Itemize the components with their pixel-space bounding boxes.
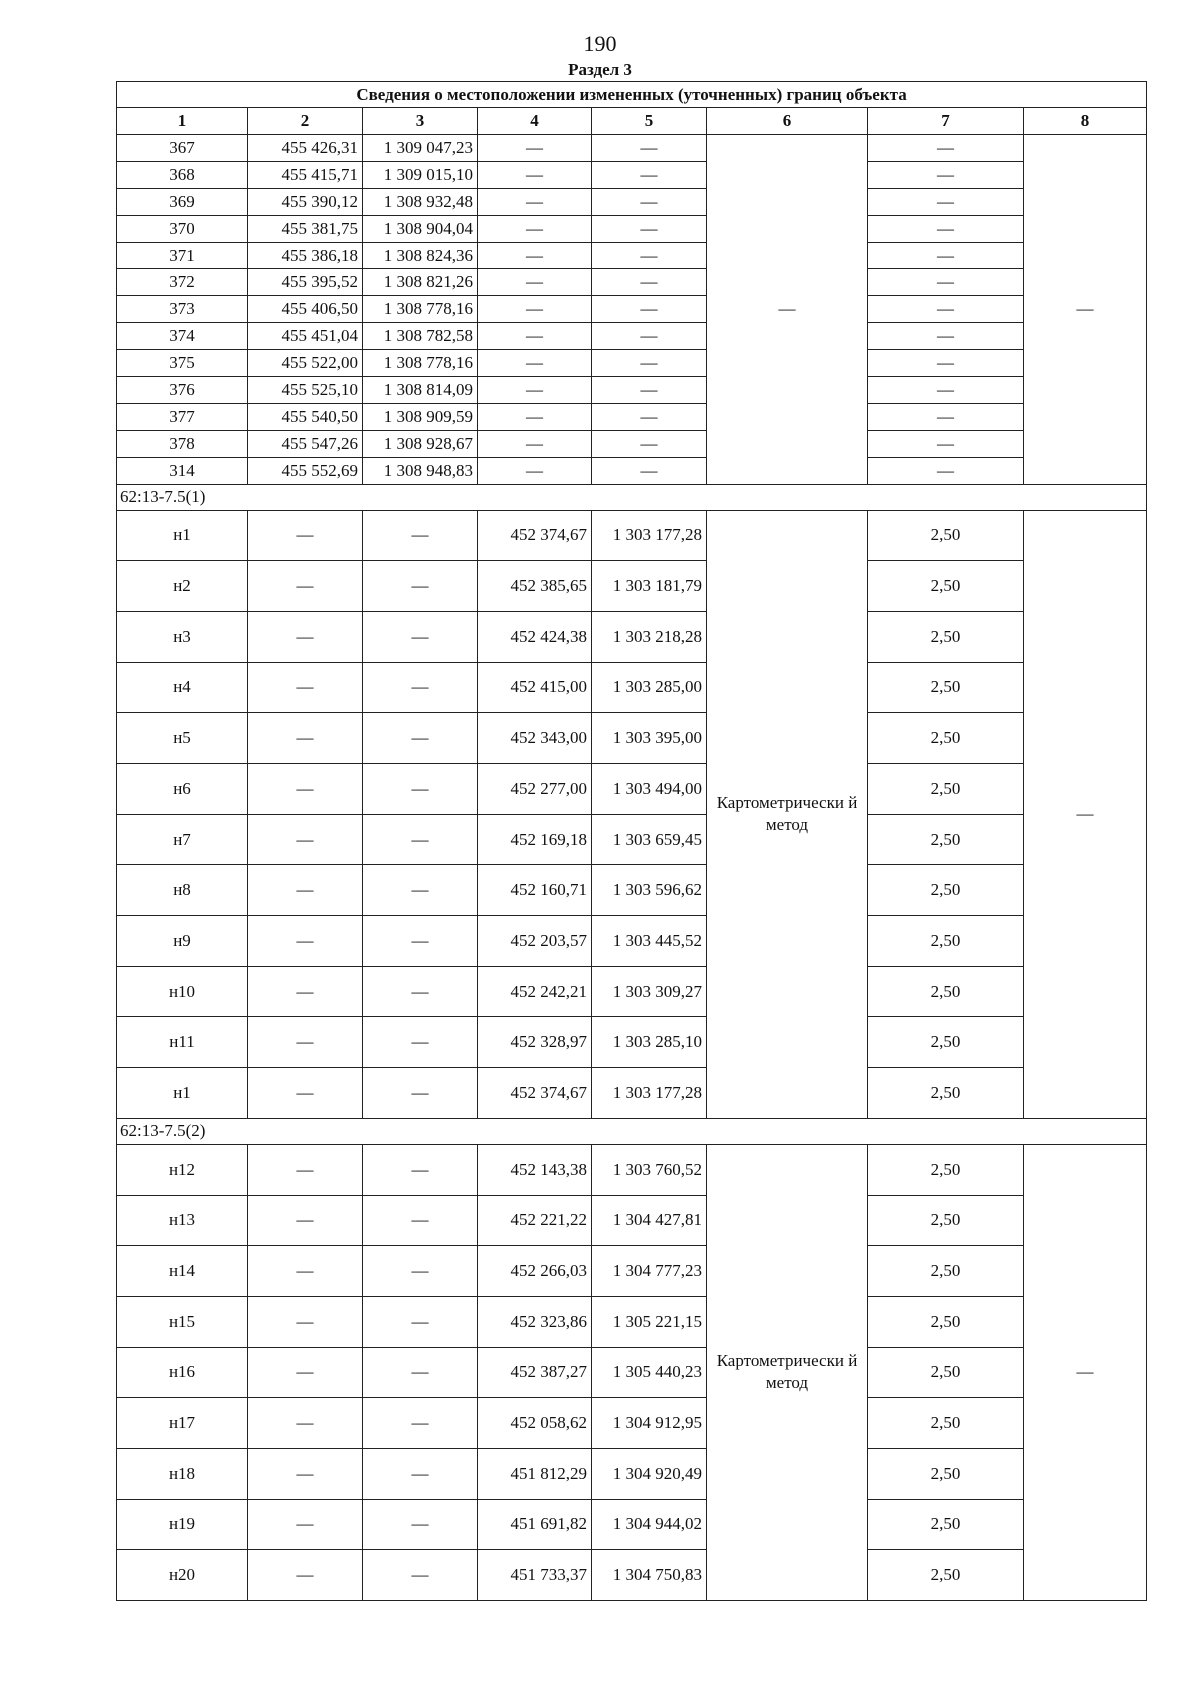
point-number: 367	[117, 135, 248, 162]
new-y: —	[592, 135, 707, 162]
point-number: н5	[117, 713, 248, 764]
column-number: 6	[707, 108, 868, 135]
new-x: 452 374,67	[478, 510, 592, 561]
existing-x: 455 426,31	[248, 135, 363, 162]
table-row	[117, 377, 1147, 404]
new-x: 451 691,82	[478, 1499, 592, 1550]
table-row	[117, 457, 1147, 484]
new-x: —	[478, 457, 592, 484]
accuracy-value: 2,50	[868, 713, 1024, 764]
existing-x: —	[248, 662, 363, 713]
point-number: н11	[117, 1017, 248, 1068]
column-number: 3	[363, 108, 478, 135]
new-x: 452 058,62	[478, 1398, 592, 1449]
point-number: н14	[117, 1246, 248, 1297]
new-x: 452 328,97	[478, 1017, 592, 1068]
existing-x: 455 406,50	[248, 296, 363, 323]
table-row	[117, 1017, 1147, 1068]
existing-y: —	[363, 1017, 478, 1068]
point-number: 378	[117, 430, 248, 457]
existing-x: —	[248, 1144, 363, 1195]
new-x: 452 160,71	[478, 865, 592, 916]
point-number: н1	[117, 510, 248, 561]
existing-x: —	[248, 916, 363, 967]
cadastral-group-label: 62:13-7.5(1)	[117, 484, 1147, 510]
table-row	[117, 1448, 1147, 1499]
new-y: 1 304 912,95	[592, 1398, 707, 1449]
new-y: 1 303 309,27	[592, 966, 707, 1017]
table-row	[117, 814, 1147, 865]
new-x: 452 343,00	[478, 713, 592, 764]
new-y: 1 303 596,62	[592, 865, 707, 916]
new-x: 452 415,00	[478, 662, 592, 713]
new-x: —	[478, 296, 592, 323]
column-number: 7	[868, 108, 1024, 135]
accuracy-value: 2,50	[868, 1499, 1024, 1550]
existing-x: —	[248, 1347, 363, 1398]
accuracy-value: 2,50	[868, 1448, 1024, 1499]
new-x: —	[478, 350, 592, 377]
point-number: н17	[117, 1398, 248, 1449]
existing-x: —	[248, 764, 363, 815]
accuracy-value: —	[868, 242, 1024, 269]
accuracy-value: —	[868, 403, 1024, 430]
new-x: —	[478, 377, 592, 404]
table-row	[117, 1550, 1147, 1601]
existing-x: —	[248, 865, 363, 916]
point-number: 369	[117, 188, 248, 215]
table-row	[117, 296, 1147, 323]
existing-y: 1 308 824,36	[363, 242, 478, 269]
new-x: —	[478, 403, 592, 430]
group-row	[117, 1118, 1147, 1144]
table-row	[117, 161, 1147, 188]
accuracy-value: 2,50	[868, 1398, 1024, 1449]
existing-y: —	[363, 1398, 478, 1449]
table-row	[117, 350, 1147, 377]
new-y: 1 303 760,52	[592, 1144, 707, 1195]
existing-y: —	[363, 966, 478, 1017]
new-y: —	[592, 296, 707, 323]
new-x: —	[478, 323, 592, 350]
new-y: —	[592, 242, 707, 269]
new-x: —	[478, 242, 592, 269]
existing-y: —	[363, 561, 478, 612]
accuracy-value: —	[868, 215, 1024, 242]
accuracy-value: 2,50	[868, 865, 1024, 916]
existing-x: 455 386,18	[248, 242, 363, 269]
table-row	[117, 323, 1147, 350]
new-x: —	[478, 161, 592, 188]
new-x: 452 385,65	[478, 561, 592, 612]
existing-x: 455 415,71	[248, 161, 363, 188]
new-x: —	[478, 215, 592, 242]
existing-y: —	[363, 1347, 478, 1398]
existing-x: —	[248, 1068, 363, 1119]
existing-x: 455 451,04	[248, 323, 363, 350]
point-number: 370	[117, 215, 248, 242]
new-y: 1 303 181,79	[592, 561, 707, 612]
existing-x: —	[248, 561, 363, 612]
existing-y: 1 308 821,26	[363, 269, 478, 296]
new-y: —	[592, 403, 707, 430]
accuracy-value: 2,50	[868, 1144, 1024, 1195]
existing-x: —	[248, 1499, 363, 1550]
point-number: н9	[117, 916, 248, 967]
accuracy-value: —	[868, 457, 1024, 484]
point-number: н4	[117, 662, 248, 713]
new-y: —	[592, 377, 707, 404]
table-row	[117, 1195, 1147, 1246]
point-number: 372	[117, 269, 248, 296]
accuracy-value: 2,50	[868, 1550, 1024, 1601]
existing-x: —	[248, 510, 363, 561]
existing-y: —	[363, 1499, 478, 1550]
new-y: —	[592, 457, 707, 484]
accuracy-value: —	[868, 350, 1024, 377]
point-number: н20	[117, 1550, 248, 1601]
new-x: 452 203,57	[478, 916, 592, 967]
method-cell: Картометрически й метод	[707, 1144, 868, 1600]
point-number: н10	[117, 966, 248, 1017]
existing-y: 1 308 782,58	[363, 323, 478, 350]
new-x: 452 143,38	[478, 1144, 592, 1195]
point-number: 375	[117, 350, 248, 377]
boundary-coordinates-table	[116, 81, 1147, 1601]
table-row	[117, 561, 1147, 612]
new-y: 1 304 427,81	[592, 1195, 707, 1246]
accuracy-value: 2,50	[868, 764, 1024, 815]
table-row	[117, 764, 1147, 815]
new-x: —	[478, 269, 592, 296]
column-number: 4	[478, 108, 592, 135]
existing-x: 455 390,12	[248, 188, 363, 215]
accuracy-value: 2,50	[868, 1195, 1024, 1246]
column-number-row	[117, 108, 1147, 135]
point-number: н15	[117, 1296, 248, 1347]
accuracy-value: 2,50	[868, 510, 1024, 561]
existing-y: 1 308 904,04	[363, 215, 478, 242]
new-y: 1 304 750,83	[592, 1550, 707, 1601]
accuracy-value: —	[868, 430, 1024, 457]
point-number: 376	[117, 377, 248, 404]
new-y: 1 303 659,45	[592, 814, 707, 865]
table-row	[117, 1068, 1147, 1119]
existing-y: —	[363, 1195, 478, 1246]
new-y: —	[592, 161, 707, 188]
existing-y: 1 308 948,83	[363, 457, 478, 484]
existing-x: —	[248, 814, 363, 865]
existing-x: 455 540,50	[248, 403, 363, 430]
table-row	[117, 269, 1147, 296]
description-cell: —	[1024, 1144, 1147, 1600]
existing-y: —	[363, 662, 478, 713]
existing-y: —	[363, 764, 478, 815]
accuracy-value: 2,50	[868, 561, 1024, 612]
new-y: 1 303 395,00	[592, 713, 707, 764]
new-y: —	[592, 350, 707, 377]
new-y: 1 303 177,28	[592, 510, 707, 561]
existing-y: 1 308 778,16	[363, 296, 478, 323]
new-y: 1 304 920,49	[592, 1448, 707, 1499]
existing-x: —	[248, 1296, 363, 1347]
accuracy-value: 2,50	[868, 1296, 1024, 1347]
new-x: 452 374,67	[478, 1068, 592, 1119]
existing-x: —	[248, 1550, 363, 1601]
point-number: н13	[117, 1195, 248, 1246]
existing-x: 455 552,69	[248, 457, 363, 484]
new-x: 452 266,03	[478, 1246, 592, 1297]
new-x: —	[478, 135, 592, 162]
accuracy-value: —	[868, 296, 1024, 323]
new-x: —	[478, 430, 592, 457]
point-number: н7	[117, 814, 248, 865]
new-y: —	[592, 430, 707, 457]
table-row	[117, 188, 1147, 215]
accuracy-value: —	[868, 269, 1024, 296]
existing-y: —	[363, 1550, 478, 1601]
table-row	[117, 1347, 1147, 1398]
point-number: н12	[117, 1144, 248, 1195]
new-x: —	[478, 188, 592, 215]
existing-x: 455 381,75	[248, 215, 363, 242]
table-row	[117, 1398, 1147, 1449]
point-number: н18	[117, 1448, 248, 1499]
new-x: 452 387,27	[478, 1347, 592, 1398]
accuracy-value: 2,50	[868, 611, 1024, 662]
existing-x: 455 547,26	[248, 430, 363, 457]
cadastral-group-label: 62:13-7.5(2)	[117, 1118, 1147, 1144]
table-row	[117, 1246, 1147, 1297]
existing-y: —	[363, 611, 478, 662]
accuracy-value: —	[868, 188, 1024, 215]
new-x: 451 812,29	[478, 1448, 592, 1499]
column-number: 1	[117, 108, 248, 135]
accuracy-value: 2,50	[868, 966, 1024, 1017]
point-number: 377	[117, 403, 248, 430]
new-y: 1 303 177,28	[592, 1068, 707, 1119]
point-number: н1	[117, 1068, 248, 1119]
new-x: 452 323,86	[478, 1296, 592, 1347]
description-cell: —	[1024, 510, 1147, 1118]
new-y: 1 304 777,23	[592, 1246, 707, 1297]
existing-x: 455 522,00	[248, 350, 363, 377]
existing-y: 1 308 932,48	[363, 188, 478, 215]
new-y: 1 305 440,23	[592, 1347, 707, 1398]
existing-y: 1 308 928,67	[363, 430, 478, 457]
page-number: 190	[583, 31, 617, 56]
accuracy-value: 2,50	[868, 1017, 1024, 1068]
point-number: 314	[117, 457, 248, 484]
table-row	[117, 430, 1147, 457]
point-number: 373	[117, 296, 248, 323]
point-number: 374	[117, 323, 248, 350]
existing-x: —	[248, 1195, 363, 1246]
point-number: н2	[117, 561, 248, 612]
column-number: 2	[248, 108, 363, 135]
table-row	[117, 662, 1147, 713]
existing-y: —	[363, 916, 478, 967]
group-row	[117, 484, 1147, 510]
existing-y: 1 308 814,09	[363, 377, 478, 404]
table-row	[117, 916, 1147, 967]
existing-y: —	[363, 1296, 478, 1347]
existing-y: —	[363, 510, 478, 561]
table-row	[117, 1144, 1147, 1195]
existing-x: —	[248, 966, 363, 1017]
existing-y: —	[363, 1068, 478, 1119]
table-row	[117, 1499, 1147, 1550]
existing-y: —	[363, 814, 478, 865]
accuracy-value: 2,50	[868, 1246, 1024, 1297]
existing-y: —	[363, 865, 478, 916]
point-number: н19	[117, 1499, 248, 1550]
accuracy-value: 2,50	[868, 1068, 1024, 1119]
new-x: 452 242,21	[478, 966, 592, 1017]
existing-y: 1 308 778,16	[363, 350, 478, 377]
existing-y: —	[363, 1144, 478, 1195]
new-y: 1 303 494,00	[592, 764, 707, 815]
new-y: 1 303 285,10	[592, 1017, 707, 1068]
existing-y: —	[363, 1246, 478, 1297]
table-row	[117, 865, 1147, 916]
new-y: —	[592, 269, 707, 296]
existing-x: —	[248, 1246, 363, 1297]
method-cell: —	[707, 135, 868, 485]
new-x: 452 277,00	[478, 764, 592, 815]
point-number: 371	[117, 242, 248, 269]
new-y: 1 303 445,52	[592, 916, 707, 967]
existing-y: 1 308 909,59	[363, 403, 478, 430]
existing-y: 1 309 047,23	[363, 135, 478, 162]
new-y: 1 303 285,00	[592, 662, 707, 713]
point-number: н6	[117, 764, 248, 815]
point-number: н8	[117, 865, 248, 916]
table-row	[117, 966, 1147, 1017]
existing-y: 1 309 015,10	[363, 161, 478, 188]
description-cell: —	[1024, 135, 1147, 485]
accuracy-value: —	[868, 323, 1024, 350]
new-y: 1 303 218,28	[592, 611, 707, 662]
new-y: —	[592, 323, 707, 350]
existing-x: —	[248, 611, 363, 662]
point-number: н16	[117, 1347, 248, 1398]
point-number: 368	[117, 161, 248, 188]
new-x: 452 169,18	[478, 814, 592, 865]
table-row	[117, 611, 1147, 662]
accuracy-value: —	[868, 161, 1024, 188]
new-y: —	[592, 215, 707, 242]
table-row	[117, 713, 1147, 764]
existing-x: 455 525,10	[248, 377, 363, 404]
table-row	[117, 403, 1147, 430]
table-row	[117, 510, 1147, 561]
section-title: Раздел 3	[568, 60, 632, 79]
new-x: 452 424,38	[478, 611, 592, 662]
existing-x: —	[248, 1017, 363, 1068]
accuracy-value: 2,50	[868, 814, 1024, 865]
accuracy-value: —	[868, 135, 1024, 162]
new-x: 452 221,22	[478, 1195, 592, 1246]
table-row	[117, 135, 1147, 162]
new-y: 1 305 221,15	[592, 1296, 707, 1347]
table-row	[117, 242, 1147, 269]
table-row	[117, 215, 1147, 242]
new-y: 1 304 944,02	[592, 1499, 707, 1550]
existing-y: —	[363, 713, 478, 764]
column-number: 8	[1024, 108, 1147, 135]
method-cell: Картометрически й метод	[707, 510, 868, 1118]
existing-y: —	[363, 1448, 478, 1499]
existing-x: —	[248, 1398, 363, 1449]
point-number: н3	[117, 611, 248, 662]
existing-x: —	[248, 1448, 363, 1499]
new-y: —	[592, 188, 707, 215]
existing-x: 455 395,52	[248, 269, 363, 296]
existing-x: —	[248, 713, 363, 764]
accuracy-value: —	[868, 377, 1024, 404]
table-row	[117, 1296, 1147, 1347]
accuracy-value: 2,50	[868, 662, 1024, 713]
accuracy-value: 2,50	[868, 1347, 1024, 1398]
accuracy-value: 2,50	[868, 916, 1024, 967]
new-x: 451 733,37	[478, 1550, 592, 1601]
column-number: 5	[592, 108, 707, 135]
table-caption: Сведения о местоположении измененных (уточненных) границ объекта	[117, 82, 1147, 108]
